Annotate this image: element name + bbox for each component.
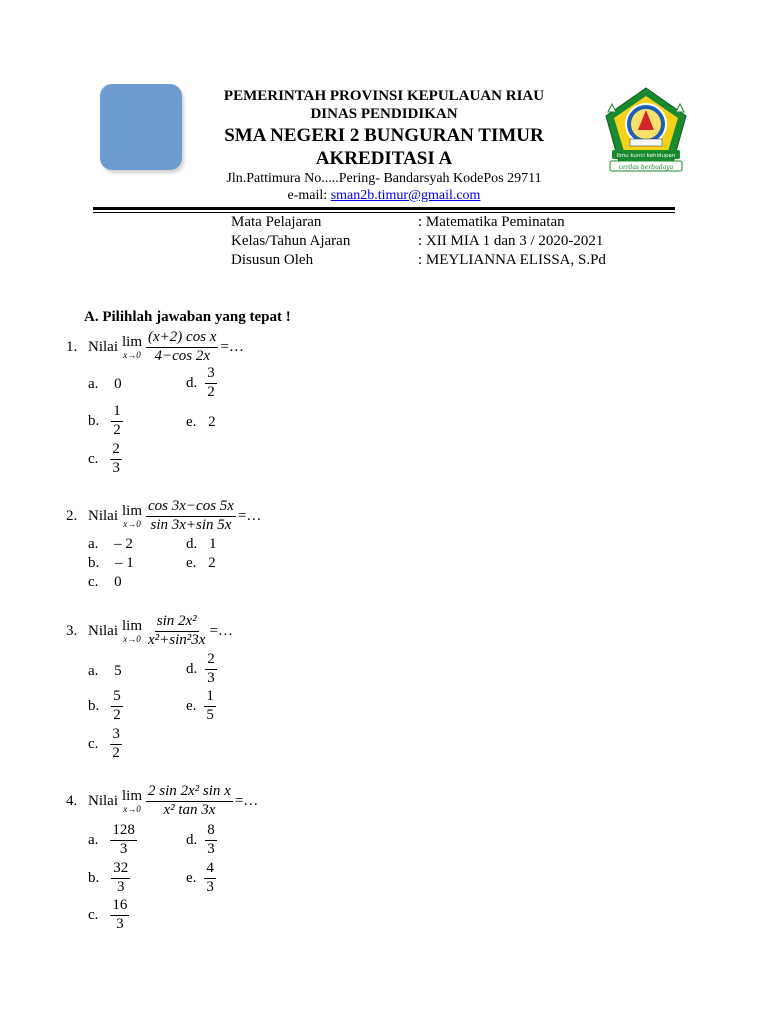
option-d [186, 652, 219, 687]
option-b [88, 861, 132, 896]
fraction-denominator: x²+sin²3x [148, 631, 206, 648]
header-email-line [200, 188, 568, 204]
header-accreditation: AKREDITASI A [315, 148, 453, 169]
option-e [186, 861, 218, 896]
option-a [88, 663, 122, 680]
fraction-numerator: 5 [111, 689, 123, 707]
fraction-denominator: 3 [117, 878, 125, 895]
option-value: – 2 [114, 536, 133, 552]
fraction-numerator: cos 3x−cos 5x [146, 499, 236, 517]
option-fraction [111, 404, 123, 439]
question-number: 1. [66, 338, 78, 355]
option-fraction [205, 652, 217, 687]
fraction-numerator: 2 sin 2x² sin x [146, 784, 233, 802]
option-value: 1 [209, 536, 217, 552]
question-1 [66, 330, 244, 365]
option-label: a. [88, 831, 99, 848]
logo-motto: cerdas berbudaya [618, 164, 674, 171]
option-e [186, 555, 216, 572]
option-label: d. [186, 374, 198, 391]
option-a [88, 376, 122, 393]
author-value: : MEYLIANNA ELISSA, S.Pd [418, 252, 606, 268]
lim-text: lim [122, 787, 143, 804]
fraction-denominator: 2 [113, 706, 121, 723]
option-fraction [205, 366, 217, 401]
option-label: b. [88, 869, 100, 886]
option-b [88, 689, 125, 724]
option-value: – 1 [115, 555, 134, 571]
option-c [88, 442, 124, 477]
school-logo-right [604, 86, 688, 172]
section-title: A. Pilihlah jawaban yang tepat ! [84, 309, 291, 325]
lim-subscript: x→0 [123, 633, 141, 644]
option-fraction [110, 442, 122, 477]
lim-text: lim [122, 333, 143, 350]
lim-text: lim [122, 502, 143, 519]
lim-text: lim [122, 617, 143, 634]
limit-operator [122, 789, 142, 814]
option-value: 0 [114, 574, 122, 590]
option-label: c. [88, 906, 99, 923]
option-e [186, 414, 216, 431]
option-a [88, 536, 133, 553]
subject-value: : Matematika Peminatan [418, 214, 565, 230]
option-label: c. [88, 450, 99, 467]
option-d [186, 536, 217, 553]
lim-subscript: x→0 [123, 349, 141, 360]
fraction-numerator: 4 [204, 861, 216, 879]
equals-ellipsis: =… [234, 792, 259, 809]
option-e [186, 689, 218, 724]
limit-operator [122, 504, 142, 529]
option-label: b. [88, 412, 100, 429]
option-label: b. [88, 555, 100, 571]
option-b [88, 404, 125, 439]
limit-operator [122, 619, 142, 644]
option-value: 5 [114, 663, 122, 679]
option-c [88, 727, 124, 762]
logo-text: Ilmu kunci kehidupan [616, 153, 676, 159]
fraction-denominator: x² tan 3x [163, 801, 216, 818]
option-value: 2 [208, 555, 216, 571]
header-divider-thick [93, 207, 675, 210]
question-number: 2. [66, 507, 78, 524]
class-value: : XII MIA 1 dan 3 / 2020-2021 [418, 233, 604, 249]
option-label: a. [88, 376, 99, 392]
fraction-denominator: 4−cos 2x [154, 347, 210, 364]
option-d [186, 366, 219, 401]
question-fraction [146, 499, 236, 534]
header-divider-thin [93, 212, 675, 213]
option-fraction [111, 861, 130, 896]
question-fraction [146, 614, 207, 649]
option-value: 0 [114, 376, 122, 392]
school-logo-left [100, 84, 182, 170]
question-fraction [146, 784, 233, 819]
fraction-denominator: 3 [112, 459, 120, 476]
fraction-numerator: 1 [111, 404, 123, 422]
fraction-numerator: 2 [110, 442, 122, 460]
limit-operator [122, 335, 142, 360]
fraction-denominator: 3 [116, 915, 124, 932]
option-d [186, 823, 219, 858]
fraction-numerator: 3 [110, 727, 122, 745]
question-number: 3. [66, 622, 78, 639]
option-label: c. [88, 574, 99, 590]
option-label: c. [88, 735, 99, 752]
option-fraction [205, 823, 217, 858]
fraction-denominator: 3 [206, 878, 214, 895]
option-fraction [110, 898, 129, 933]
question-3 [66, 614, 233, 649]
fraction-denominator: sin 3x+sin 5x [150, 516, 232, 533]
option-label: e. [186, 555, 197, 571]
lim-subscript: x→0 [123, 518, 141, 529]
option-label: a. [88, 663, 99, 679]
fraction-numerator: (x+2) cos x [146, 330, 218, 348]
option-fraction [204, 861, 216, 896]
option-c [88, 898, 131, 933]
fraction-denominator: 3 [207, 840, 215, 857]
fraction-numerator: 16 [110, 898, 129, 916]
fraction-denominator: 2 [113, 421, 121, 438]
nilai-text: Nilai [88, 792, 118, 809]
option-label: d. [186, 831, 198, 848]
option-value: 2 [208, 414, 216, 430]
lim-subscript: x→0 [123, 803, 141, 814]
header-government: PEMERINTAH PROVINSI KEPULAUAN RIAU [223, 88, 545, 104]
fraction-numerator: 2 [205, 652, 217, 670]
question-2 [66, 499, 261, 534]
fraction-numerator: 1 [204, 689, 216, 707]
fraction-numerator: 8 [205, 823, 217, 841]
option-label: e. [186, 697, 197, 714]
equals-ellipsis: =… [220, 338, 244, 355]
header-address: Jln.Pattimura No.....Pering- Bandarsyah KodePos 29711 [226, 171, 542, 186]
fraction-denominator: 2 [112, 744, 120, 761]
equals-ellipsis: =… [237, 507, 262, 524]
class-label: Kelas/Tahun Ajaran [231, 233, 351, 249]
header-school-name: SMA NEGERI 2 BUNGURAN TIMUR [224, 125, 544, 146]
option-label: b. [88, 697, 100, 714]
subject-label: Mata Pelajaran [231, 214, 322, 230]
fraction-denominator: 3 [119, 840, 128, 857]
option-label: e. [186, 414, 197, 430]
option-fraction [110, 823, 137, 858]
email-label: e-mail: [287, 188, 331, 203]
question-fraction [146, 330, 218, 365]
fraction-denominator: 3 [207, 669, 215, 686]
fraction-denominator: 5 [206, 706, 214, 723]
option-b [88, 555, 134, 572]
option-c [88, 574, 122, 591]
author-label: Disusun Oleh [231, 252, 314, 268]
email-link[interactable]: sman2b.timur@gmail.com [330, 188, 481, 203]
fraction-denominator: 2 [207, 383, 215, 400]
fraction-numerator: 128 [110, 823, 137, 841]
option-label: d. [186, 536, 198, 552]
option-label: e. [186, 869, 197, 886]
nilai-text: Nilai [88, 507, 118, 524]
fraction-numerator: 3 [205, 366, 217, 384]
fraction-numerator: sin 2x² [155, 614, 199, 632]
option-fraction [111, 689, 123, 724]
nilai-text: Nilai [88, 622, 118, 639]
question-4 [66, 784, 258, 819]
header-department: DINAS PENDIDIKAN [310, 106, 458, 122]
option-label: d. [186, 660, 198, 677]
option-fraction [204, 689, 216, 724]
option-fraction [110, 727, 122, 762]
equals-ellipsis: =… [209, 622, 233, 639]
nilai-text: Nilai [88, 338, 118, 355]
question-number: 4. [66, 792, 78, 809]
school-emblem-icon [604, 86, 688, 172]
option-a [88, 823, 139, 858]
fraction-numerator: 32 [111, 861, 130, 879]
option-label: a. [88, 536, 99, 552]
